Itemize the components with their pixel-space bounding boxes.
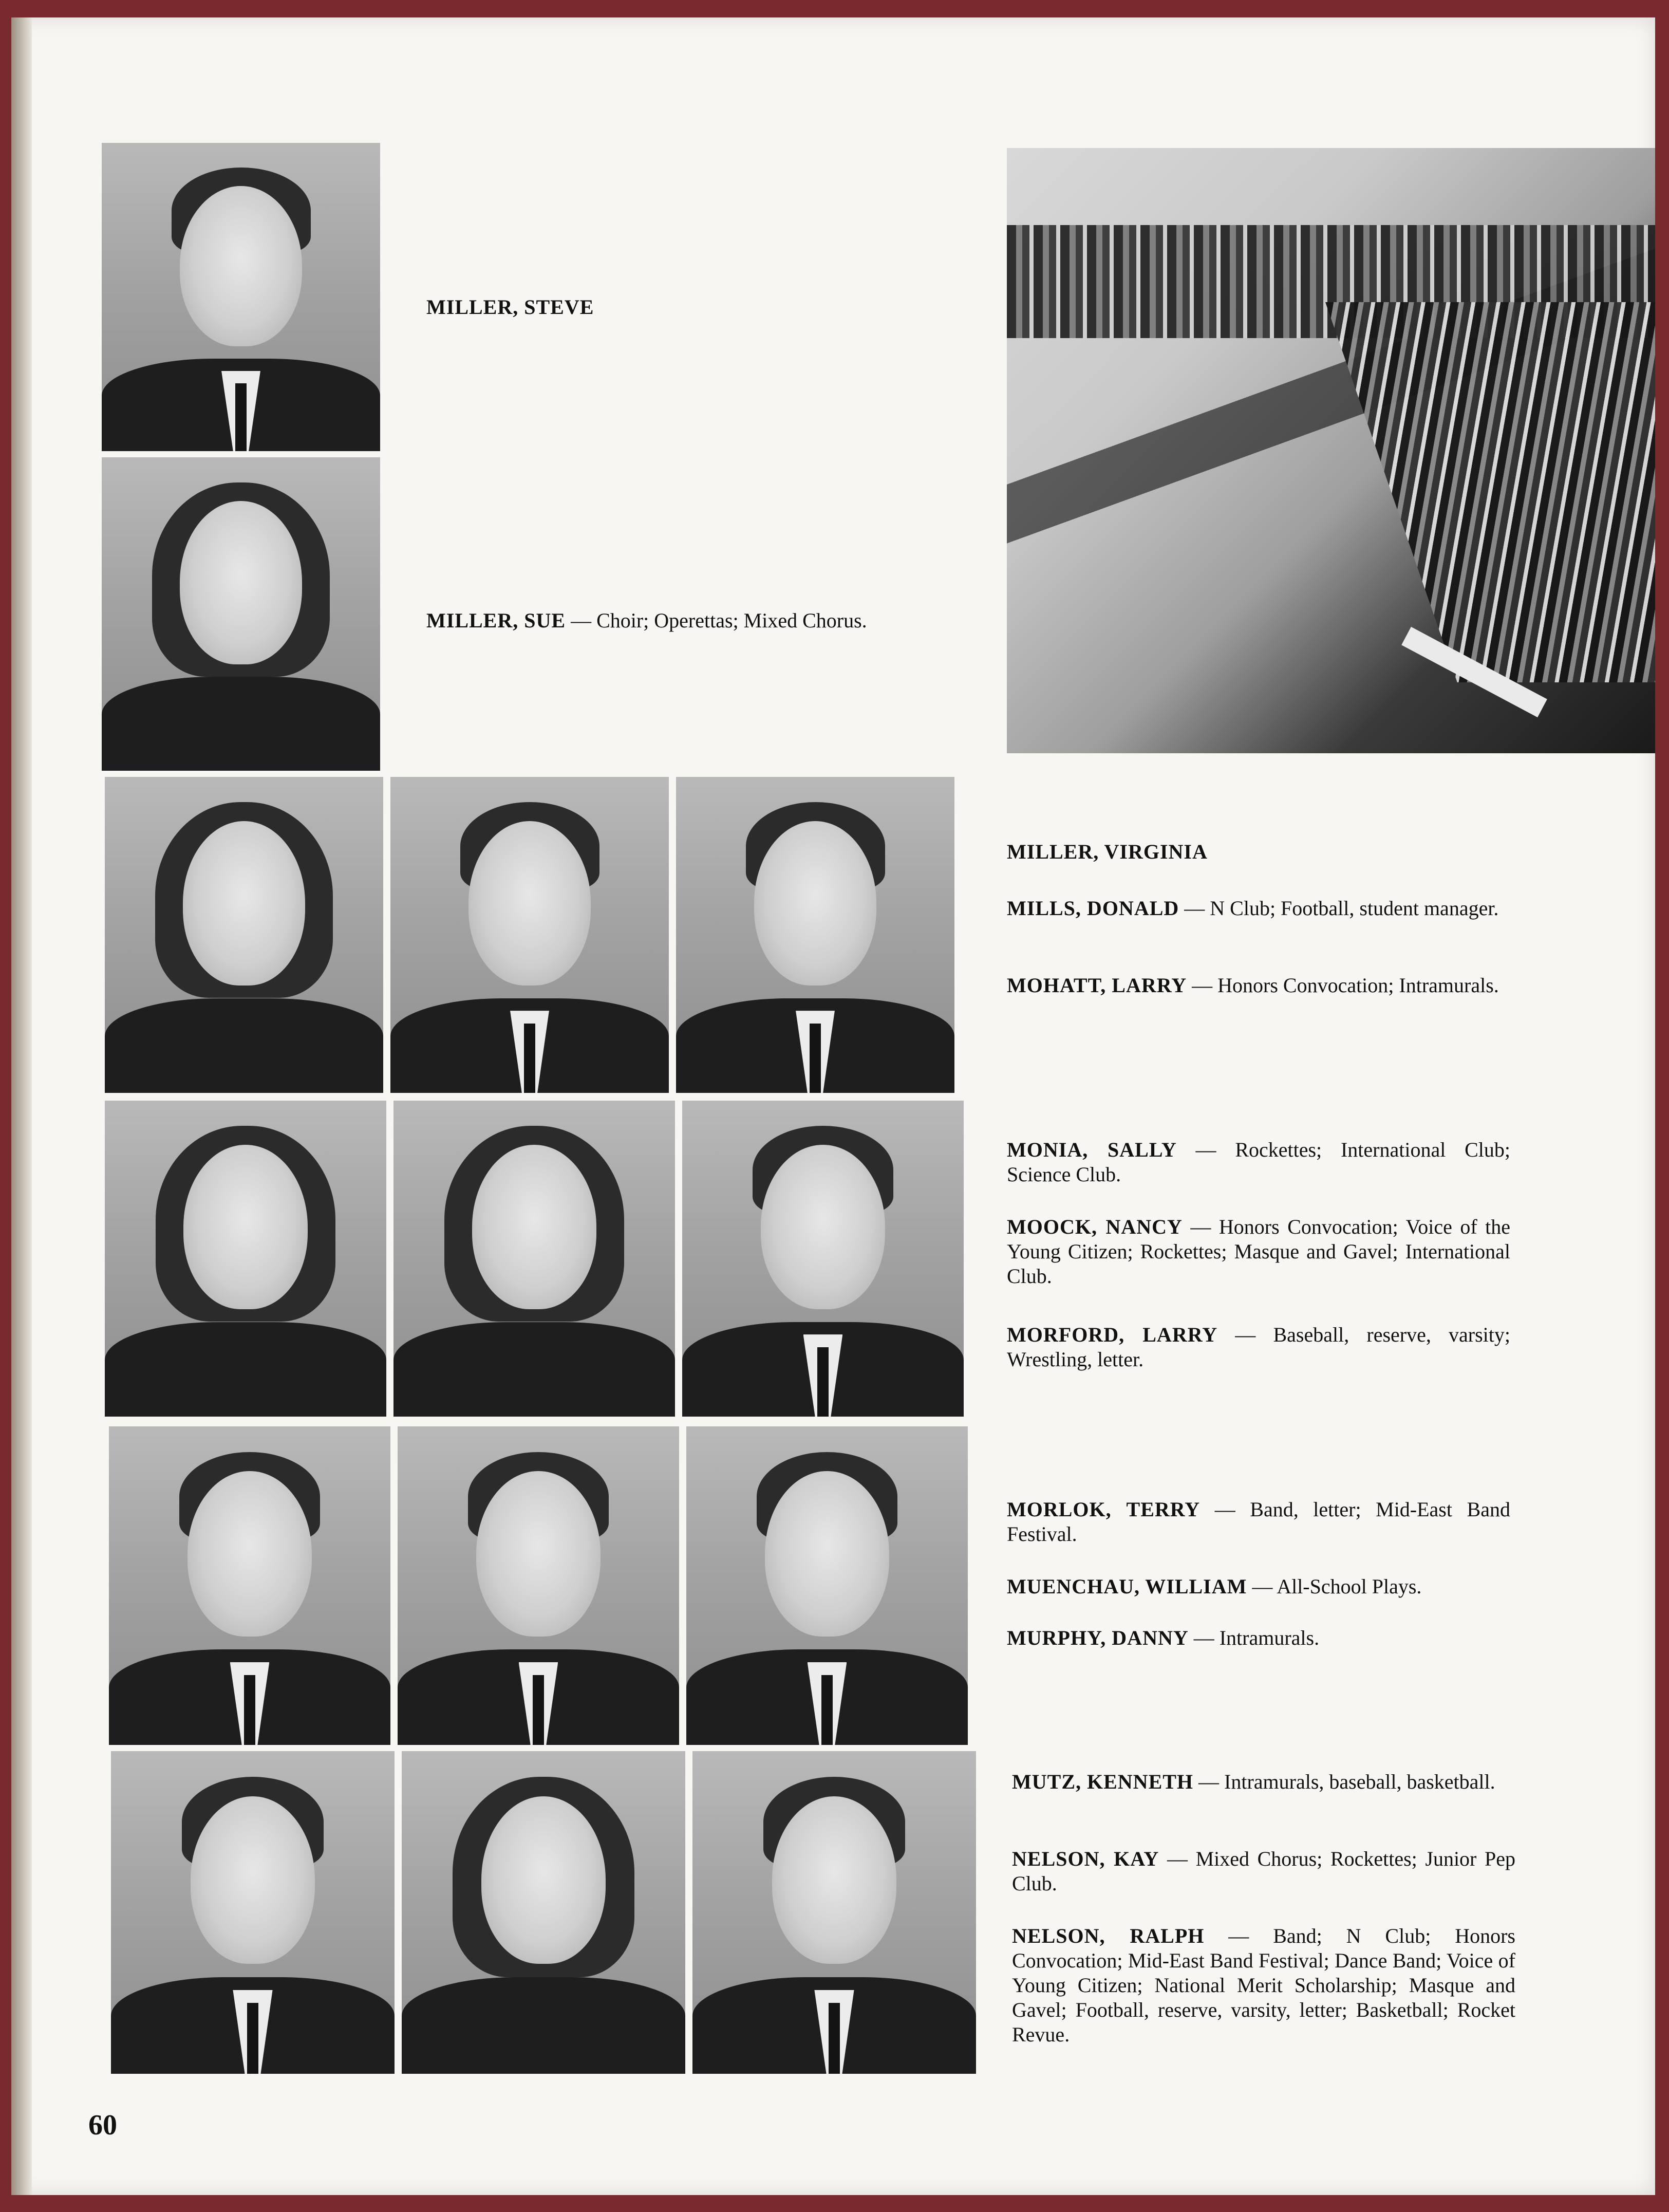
- portrait-nelson-ralph: [692, 1751, 976, 2074]
- entry-name: MOHATT, LARRY: [1007, 974, 1187, 997]
- entry-nelson-kay: NELSON, KAY — Mixed Chorus; Rockettes; Junior Pep Club.: [1012, 1847, 1515, 1895]
- entry-activities: Band; N Club; Honors Convocation; Mid-East Band Festival; Dance Band; Voice of Young Citizen; National Merit Scholarship; Masque and Gavel; Football, reserve, varsity, letter; Basketball; Rocket Revue.: [1012, 1924, 1515, 2046]
- portrait-murphy-danny: [686, 1426, 968, 1745]
- entry-name: MURPHY, DANNY: [1007, 1626, 1189, 1649]
- portrait-monia-sally: [105, 1101, 386, 1417]
- binding-gutter: [11, 17, 32, 2195]
- entry-activities: Band, letter; Mid-East Band Festival.: [1007, 1498, 1510, 1546]
- entry-activities: All-School Plays.: [1277, 1575, 1422, 1598]
- entry-mutz-kenneth: MUTZ, KENNETH — Intramurals, baseball, basketball.: [1012, 1770, 1495, 1793]
- entry-name: MILLER, SUE: [426, 609, 566, 632]
- entry-name: MUTZ, KENNETH: [1012, 1770, 1194, 1793]
- portrait-miller-steve: [102, 143, 380, 451]
- entry-name: NELSON, KAY: [1012, 1847, 1159, 1870]
- entry-muenchau-william: MUENCHAU, WILLIAM — All-School Plays.: [1007, 1575, 1422, 1598]
- entry-morford-larry: MORFORD, LARRY — Baseball, reserve, varsity; Wrestling, letter.: [1007, 1323, 1510, 1371]
- entry-activities: Honors Convocation; Intramurals.: [1217, 974, 1499, 997]
- portrait-miller-sue: [102, 457, 380, 771]
- portrait-nelson-kay: [402, 1751, 685, 2074]
- entry-mohatt-larry: MOHATT, LARRY — Honors Convocation; Intramurals.: [1007, 974, 1499, 997]
- entry-name: MILLER, VIRGINIA: [1007, 840, 1208, 863]
- entry-morlok-terry: MORLOK, TERRY — Band, letter; Mid-East Band Festival.: [1007, 1498, 1510, 1546]
- portrait-miller-virginia: [105, 777, 383, 1093]
- entry-activities: Rockettes; International Club; Science Club.: [1007, 1138, 1511, 1186]
- entry-activities: Intramurals.: [1219, 1626, 1320, 1649]
- entry-name: MONIA, SALLY: [1007, 1138, 1177, 1161]
- page-number: 60: [88, 2109, 117, 2141]
- entry-name: MILLS, DONALD: [1007, 897, 1179, 920]
- portrait-moock-nancy: [393, 1101, 675, 1417]
- entry-activities: Honors Convocation; Voice of the Young Citizen; Rockettes; Masque and Gavel; International Club.: [1007, 1215, 1511, 1288]
- portrait-morford-larry: [682, 1101, 964, 1417]
- portrait-mohatt-larry: [676, 777, 954, 1093]
- entry-name: MORLOK, TERRY: [1007, 1498, 1201, 1521]
- entry-activities: Mixed Chorus; Rockettes; Junior Pep Club.: [1012, 1847, 1515, 1895]
- entry-activities: N Club; Football, student manager.: [1210, 897, 1499, 920]
- entry-name: MILLER, STEVE: [426, 295, 594, 319]
- entry-moock-nancy: MOOCK, NANCY — Honors Convocation; Voice of the Young Citizen; Rockettes; Masque and Gavel; International Club.: [1007, 1215, 1511, 1288]
- portrait-muenchau-william: [398, 1426, 679, 1745]
- entry-name: NELSON, RALPH: [1012, 1924, 1205, 1947]
- entry-name: MUENCHAU, WILLIAM: [1007, 1575, 1247, 1598]
- entry-name: MORFORD, LARRY: [1007, 1323, 1218, 1346]
- entry-name: MOOCK, NANCY: [1007, 1215, 1183, 1238]
- yearbook-page: [11, 17, 1655, 2195]
- crowd-photo: [1007, 148, 1655, 753]
- portrait-mutz-kenneth: [111, 1751, 395, 2074]
- entry-nelson-ralph: NELSON, RALPH — Band; N Club; Honors Convocation; Mid-East Band Festival; Dance Band; Voice of Young Citizen; National Merit Scholarship; Masque and Gavel; Football, reserve, varsity, letter; Basketball; Rocket Revue.: [1012, 1924, 1515, 2046]
- entry-monia-sally: MONIA, SALLY — Rockettes; International Club; Science Club.: [1007, 1138, 1511, 1186]
- entry-activities: Choir; Operettas; Mixed Chorus.: [596, 609, 867, 632]
- entry-mills-donald: MILLS, DONALD — N Club; Football, student manager.: [1007, 897, 1499, 920]
- entry-miller-sue: MILLER, SUE — Choir; Operettas; Mixed Chorus.: [426, 609, 867, 632]
- entry-miller-steve: [426, 295, 981, 320]
- entry-activities: Intramurals, baseball, basketball.: [1224, 1770, 1495, 1793]
- entry-activities: Baseball, reserve, varsity; Wrestling, letter.: [1007, 1323, 1510, 1371]
- portrait-mills-donald: [390, 777, 669, 1093]
- portrait-morlok-terry: [109, 1426, 390, 1745]
- entry-murphy-danny: MURPHY, DANNY — Intramurals.: [1007, 1626, 1320, 1649]
- entry-miller-virginia: [1007, 840, 1510, 864]
